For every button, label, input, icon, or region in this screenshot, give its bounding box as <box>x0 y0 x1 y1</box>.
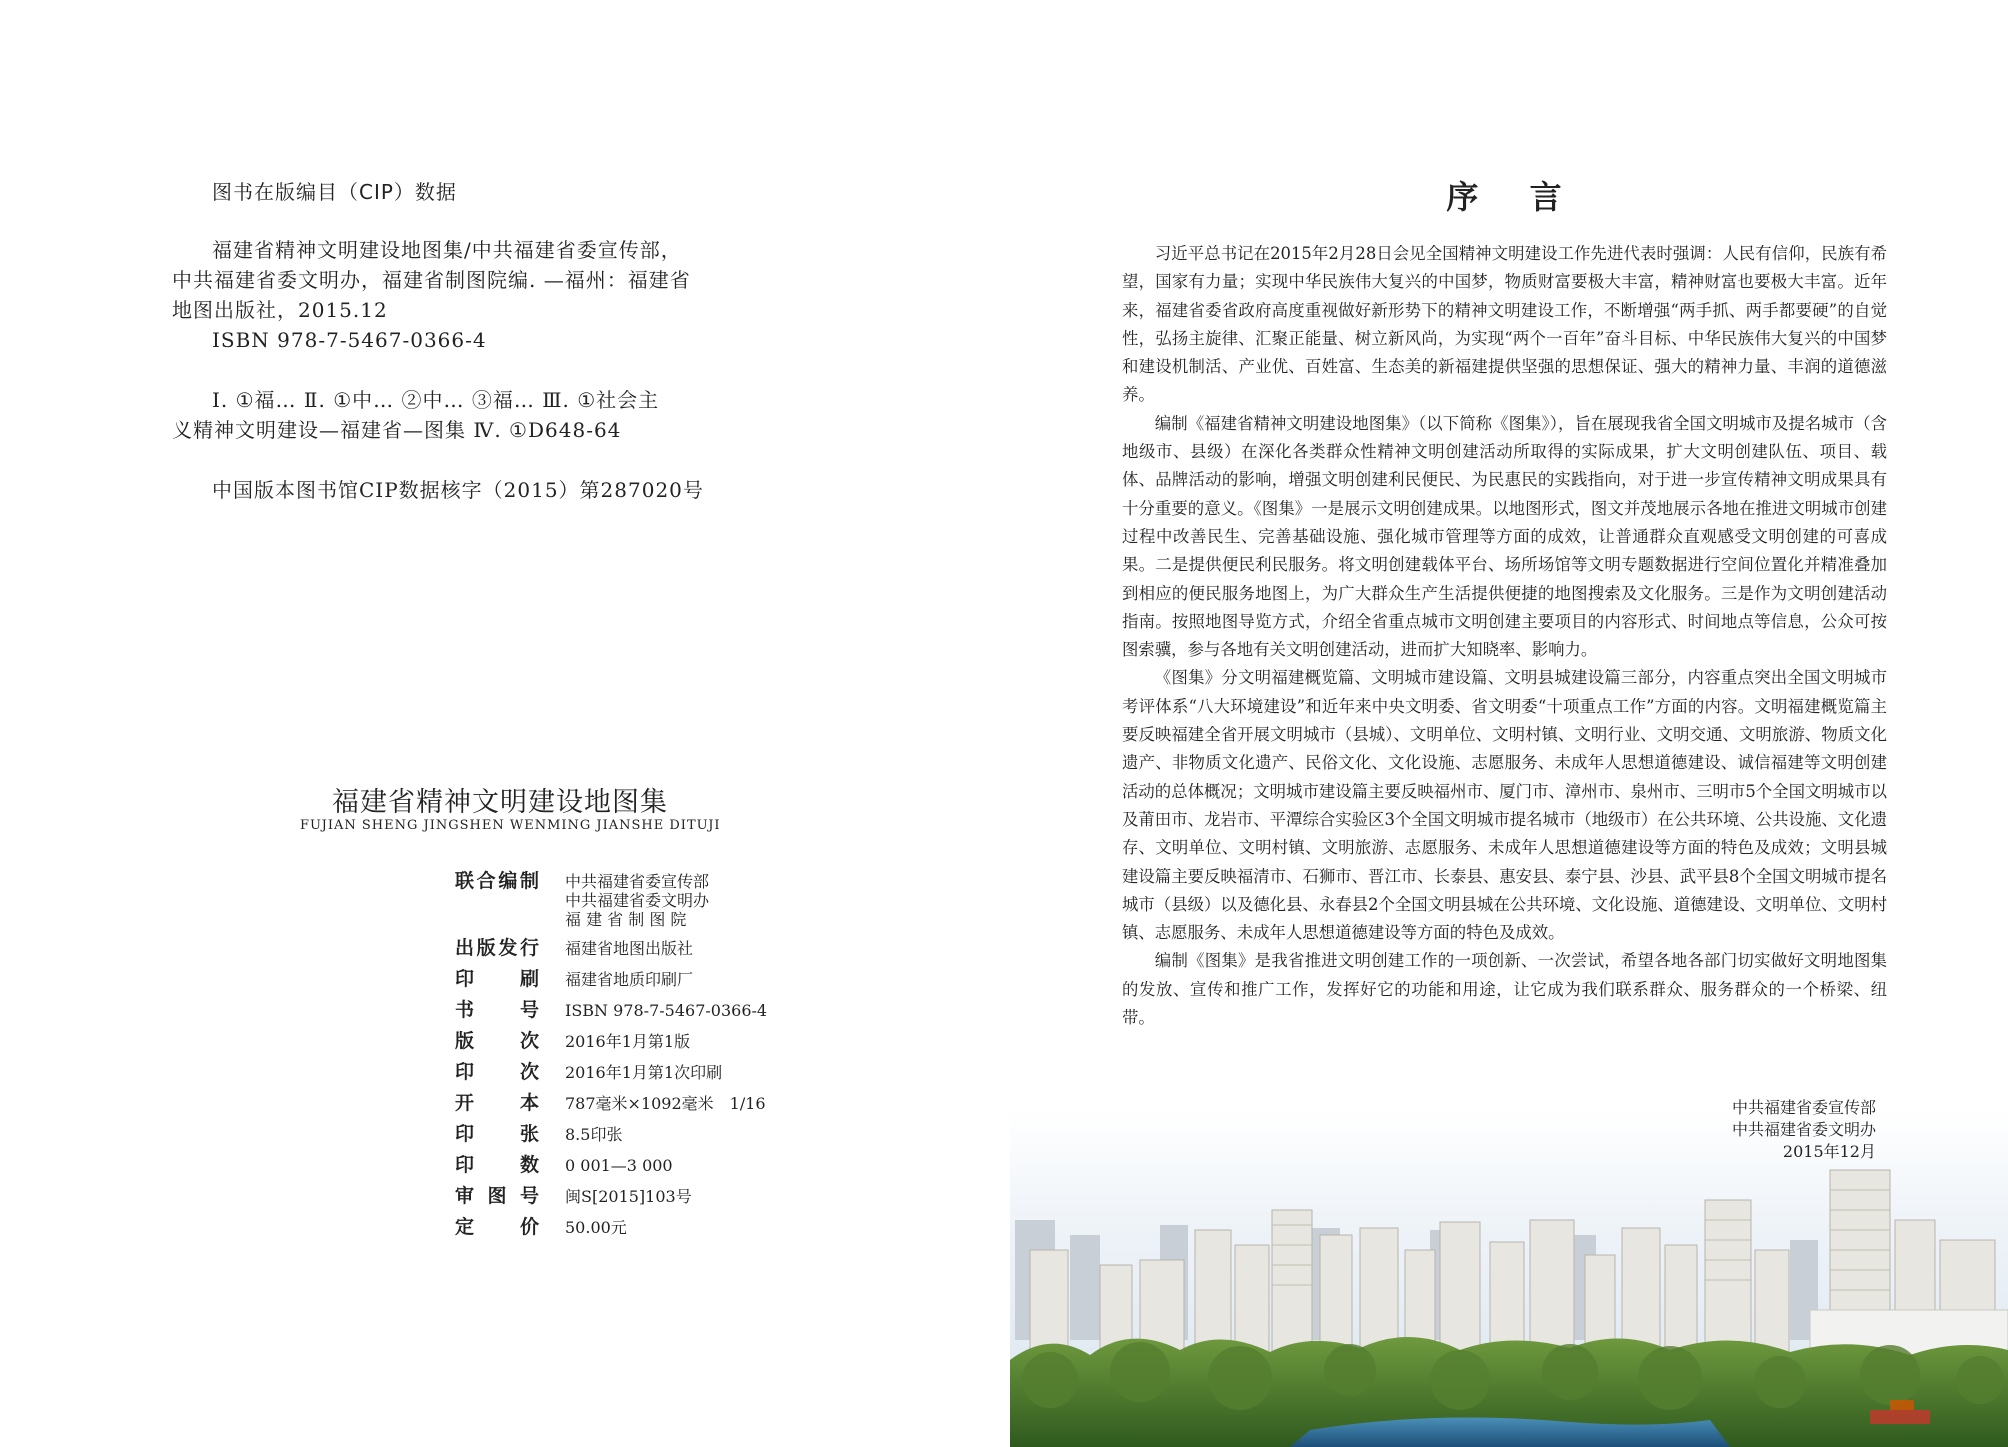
colophon-label-char: 印 <box>455 1154 475 1176</box>
colophon-label-char: 行 <box>519 937 539 959</box>
cip-line: 福建省精神文明建设地图集/中共福建省委宣传部， <box>212 238 682 262</box>
colophon-label-char: 张 <box>519 1123 539 1145</box>
cip-line: 中共福建省委文明办，福建省制图院编. —福州：福建省 <box>172 268 691 292</box>
colophon-row <box>455 1030 875 1053</box>
colophon-value-line: 50.00元 <box>565 1218 627 1237</box>
colophon-value-line: 福建省地质印刷厂 <box>565 970 694 989</box>
colophon-label-char: 审 <box>455 1185 475 1207</box>
colophon-row <box>455 1061 875 1084</box>
colophon-value <box>565 1061 722 1082</box>
colophon-label <box>455 999 539 1022</box>
colophon-value <box>565 1216 627 1237</box>
colophon-value <box>565 1030 690 1051</box>
colophon-label-char: 开 <box>455 1092 475 1114</box>
colophon-label-char: 数 <box>519 1154 539 1176</box>
colophon-label <box>455 937 539 960</box>
colophon-label <box>455 1154 539 1177</box>
colophon-label-char: 合 <box>476 870 496 892</box>
cip-line: ISBN 978-7-5467-0366-4 <box>212 328 487 352</box>
signature-org: 中共福建省委文明办 <box>1731 1120 1876 1139</box>
colophon-label-char: 版 <box>476 937 496 959</box>
colophon-value-line: 0 001—3 000 <box>565 1156 673 1175</box>
colophon-value-line: 787毫米×1092毫米 1/16 <box>565 1094 766 1113</box>
colophon-label-char: 次 <box>519 1030 539 1052</box>
colophon-label-char: 书 <box>455 999 475 1021</box>
colophon-label-char: 图 <box>487 1185 507 1207</box>
colophon-row <box>455 999 875 1022</box>
colophon-label <box>455 1061 539 1084</box>
colophon-label-char: 联 <box>455 870 475 892</box>
right-page <box>1010 0 2008 1447</box>
colophon-label-char: 定 <box>455 1216 475 1238</box>
colophon-value-line: 2016年1月第1版 <box>565 1032 691 1051</box>
colophon-label-char: 印 <box>455 1061 475 1083</box>
colophon-row <box>455 1216 875 1239</box>
colophon-label-char: 价 <box>519 1216 539 1238</box>
book-title-pinyin: FUJIAN SHENG JINGSHEN WENMING JIANSHE DITUJI <box>300 818 721 833</box>
colophon-row <box>455 1092 875 1115</box>
colophon-label-char: 刷 <box>519 968 539 990</box>
colophon-value <box>565 1092 766 1113</box>
colophon-label-char: 版 <box>455 1030 475 1052</box>
preface-paragraph: 《图集》分文明福建概览篇、文明城市建设篇、文明县城建设篇三部分，内容重点突出全国文明城市考评体系“八大环境建设”和近年来中央文明委、省文明委“十项重点工作”方面的内容。文明福建概览篇主要反映福建全省开展文明城市（县城）、文明单位、文明村镇、文明行业、文明交通、文明旅游、物质文化遗产、非物质文化遗产、民俗文化、文化设施、志愿服务、未成年人思想道德建设、诚信福建等文明创建活动的总体概况；文明城市建设篇主要反映福州市、厦门市、漳州市、泉州市、三明市5个全国文明城市以及莆田市、龙岩市、平潭综合实验区3个全国文明城市提名城市（地级市）在公共环境、公共设施、文化遗存、文明单位、文明村镇、文明旅游、志愿服务、未成年人思想道德建设等方面的特色及成效；文明县城建设篇主要反映福清市、石狮市、晋江市、长泰县、惠安县、泰宁县、沙县、武平县8个全国文明城市提名城市（县级）以及德化县、永春县2个全国文明县城在公共环境、文化设施、道德建设、文明单位、文明村镇、志愿服务、未成年人思想道德建设等方面的特色及成效。 <box>1122 668 1887 943</box>
colophon-label-char: 编 <box>498 870 518 892</box>
colophon-label <box>455 1030 539 1053</box>
cip-line: 地图出版社，2015.12 <box>172 298 388 322</box>
colophon-row <box>455 870 875 929</box>
cip-line: Ⅰ. ①福… Ⅱ. ①中… ②中… ③福… Ⅲ. ①社会主 <box>212 388 660 412</box>
colophon-value-line: 中共福建省委文明办 <box>565 891 710 910</box>
colophon-label <box>455 1185 539 1208</box>
colophon-label-char: 印 <box>455 1123 475 1145</box>
colophon-value-line: 中共福建省委宣传部 <box>565 872 710 891</box>
colophon-value-line: 2016年1月第1次印刷 <box>565 1063 723 1082</box>
colophon-value-line: 闽S[2015]103号 <box>565 1187 692 1206</box>
colophon-value-line: ISBN 978-7-5467-0366-4 <box>565 1001 768 1020</box>
colophon-label-char: 出 <box>455 937 475 959</box>
colophon-label <box>455 968 539 991</box>
colophon-label-char: 本 <box>519 1092 539 1114</box>
preface-paragraph: 编制《福建省精神文明建设地图集》（以下简称《图集》），旨在展现我省全国文明城市及提名城市（含地级市、县级）在深化各类群众性精神文明创建活动所取得的实际成果，扩大文明创建队伍、项目、载体、品牌活动的影响，增强文明创建利民便民、为民惠民的实践指向，对于进一步宣传精神文明成果具有十分重要的意义。《图集》一是展示文明创建成果。以地图形式，图文并茂地展示各地在推进文明城市创建过程中改善民生、完善基础设施、强化城市管理等方面的成效，让普通群众直观感受文明创建的可喜成果。二是提供便民利民服务。将文明创建载体平台、场所场馆等文明专题数据进行空间位置化并精准叠加到相应的便民服务地图上，为广大群众生产生活提供便捷的地图搜索及文化服务。三是作为文明创建活动指南。按照地图导览方式，介绍全省重点城市文明创建主要项目的内容形式、时间地点等信息，公众可按图索骥，参与各地有关文明创建活动，进而扩大知晓率、影响力。 <box>1122 413 1887 660</box>
colophon-label <box>455 1123 539 1146</box>
preface-paragraph: 习近平总书记在2015年2月28日会见全国精神文明建设工作先进代表时强调：人民有信仰，民族有希望，国家有力量；实现中华民族伟大复兴的中国梦，物质财富要极大丰富，精神财富也要极大丰富。近年来，福建省委省政府高度重视做好新形势下的精神文明建设工作，不断增强“两手抓、两手都要硬”的自觉性，弘扬主旋律、汇聚正能量、树立新风尚，为实现“两个一百年”奋斗目标、中华民族伟大复兴的中国梦和建设机制活、产业优、百姓富、生态美的新福建提供坚强的思想保证、强大的精神力量、丰润的道德滋养。 <box>1122 244 1887 405</box>
book-title: 福建省精神文明建设地图集 <box>332 787 668 818</box>
cip-line: 义精神文明建设—福建省—图集 Ⅳ. ①D648-64 <box>172 418 622 442</box>
colophon-value <box>565 870 709 929</box>
colophon-value-line: 8.5印张 <box>565 1125 623 1144</box>
colophon <box>455 870 875 1247</box>
colophon-value <box>565 937 693 958</box>
colophon-value-line: 福建省地图出版社 <box>565 939 694 958</box>
signature-org: 中共福建省委宣传部 <box>1731 1098 1876 1117</box>
colophon-value-line: 福 建 省 制 图 院 <box>565 910 687 929</box>
colophon-label-char: 制 <box>519 870 539 892</box>
colophon-label <box>455 1092 539 1115</box>
preface-body <box>1122 240 1887 1032</box>
colophon-label-char: 号 <box>519 1185 539 1207</box>
preface-title: 序 言 <box>1446 178 1582 216</box>
colophon-row <box>455 937 875 960</box>
colophon-row <box>455 1185 875 1208</box>
preface-paragraph: 编制《图集》是我省推进文明创建工作的一项创新、一次尝试，希望各地各部门切实做好文明地图集的发放、宣传和推广工作，发挥好它的功能和用途，让它成为我们联系群众、服务群众的一个桥梁、纽带。 <box>1122 951 1887 1028</box>
colophon-label <box>455 870 539 893</box>
colophon-row <box>455 968 875 991</box>
colophon-label <box>455 1216 539 1239</box>
colophon-value <box>565 1154 673 1175</box>
signature-date: 2015年12月 <box>1782 1142 1876 1161</box>
cip-line: 中国版本图书馆CIP数据核字（2015）第287020号 <box>212 478 704 502</box>
colophon-row <box>455 1123 875 1146</box>
preface-signature <box>1732 1097 1876 1163</box>
colophon-value <box>565 1185 692 1206</box>
cip-title: 图书在版编目（CIP）数据 <box>212 180 457 204</box>
colophon-row <box>455 1154 875 1177</box>
colophon-label-char: 印 <box>455 968 475 990</box>
colophon-label-char: 次 <box>519 1061 539 1083</box>
colophon-label-char: 发 <box>498 937 518 959</box>
colophon-value <box>565 1123 622 1144</box>
colophon-value <box>565 968 693 989</box>
colophon-label-char: 号 <box>519 999 539 1021</box>
colophon-value <box>565 999 767 1020</box>
